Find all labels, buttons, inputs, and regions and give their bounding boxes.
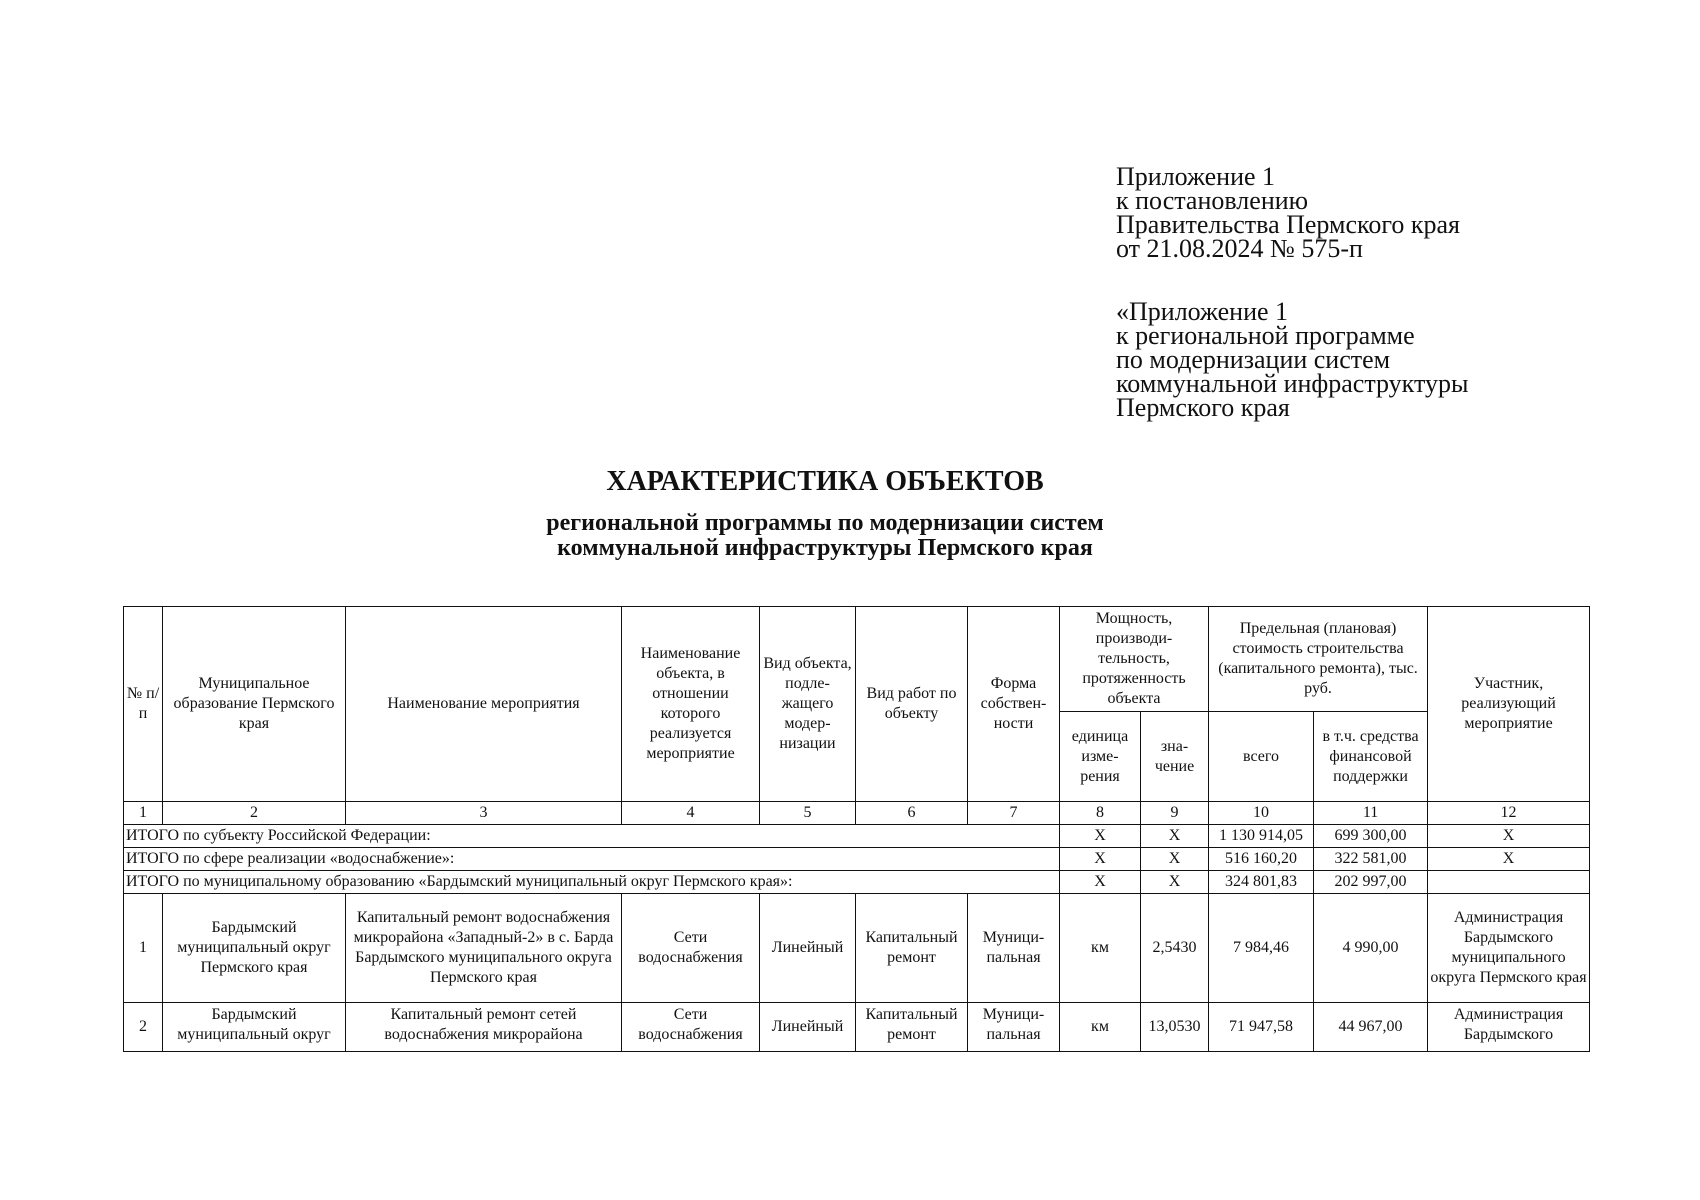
row-num: 2	[124, 1003, 163, 1052]
total-label: ИТОГО по муниципальному образованию «Бардымский муниципальный округ Пермского края»:	[124, 871, 1060, 894]
column-number: 12	[1428, 802, 1590, 825]
total-unit: Х	[1060, 825, 1141, 848]
annex-line: Приложение 1	[1116, 162, 1276, 191]
header-cost-support: в т.ч. средства финансовой поддержки	[1314, 712, 1428, 802]
total-row	[124, 871, 1590, 894]
annex-quote-line: Пермского края	[1116, 393, 1290, 422]
header-capacity-value: зна-чение	[1141, 712, 1209, 802]
header-capacity: Мощность, производи-тельность, протяженность объекта	[1060, 607, 1209, 712]
total-cost: 1 130 914,05	[1209, 825, 1314, 848]
total-participant: Х	[1428, 848, 1590, 871]
row-event: Капитальный ремонт сетей водоснабжения микрорайона	[346, 1003, 622, 1052]
total-value: Х	[1141, 871, 1209, 894]
header-cost: Предельная (плановая) стоимость строительства (капитального ремонта), тыс. руб.	[1209, 607, 1428, 712]
row-num: 1	[124, 894, 163, 1003]
document-title: ХАРАКТЕРИСТИКА ОБЪЕКТОВ	[606, 466, 1044, 497]
total-support: 322 581,00	[1314, 848, 1428, 871]
header-work-type: Вид работ по объекту	[856, 607, 968, 802]
column-number: 2	[163, 802, 346, 825]
row-ownership: Муници-пальная	[968, 1003, 1060, 1052]
total-row	[124, 825, 1590, 848]
row-object-type: Линейный	[760, 1003, 856, 1052]
total-value: Х	[1141, 848, 1209, 871]
row-cost-support: 44 967,00	[1314, 1003, 1428, 1052]
annex-line: от 21.08.2024 № 575-п	[1116, 234, 1363, 263]
table-row	[124, 894, 1590, 1003]
row-cost-total: 71 947,58	[1209, 1003, 1314, 1052]
column-number: 5	[760, 802, 856, 825]
total-label: ИТОГО по субъекту Российской Федерации:	[124, 825, 1060, 848]
header-capacity-unit: единица изме-рения	[1060, 712, 1141, 802]
total-unit: Х	[1060, 871, 1141, 894]
row-participant: Администрация Бардымского	[1428, 1003, 1590, 1052]
row-work-type: Капитальный ремонт	[856, 1003, 968, 1052]
total-participant	[1428, 871, 1590, 894]
header-ownership: Форма собствен-ности	[968, 607, 1060, 802]
header-object-name: Наименование объекта, в отношении которого реализуется мероприятие	[622, 607, 760, 802]
row-cost-support: 4 990,00	[1314, 894, 1428, 1003]
total-cost: 516 160,20	[1209, 848, 1314, 871]
row-unit: км	[1060, 894, 1141, 1003]
total-cost: 324 801,83	[1209, 871, 1314, 894]
row-ownership: Муници-пальная	[968, 894, 1060, 1003]
header-cost-total: всего	[1209, 712, 1314, 802]
subtitle-line: коммунальной инфраструктуры Пермского края	[557, 535, 1093, 561]
column-number: 6	[856, 802, 968, 825]
row-object-type: Линейный	[760, 894, 856, 1003]
annex-line: Правительства Пермского края	[1116, 210, 1460, 239]
document-heading	[380, 465, 1270, 561]
row-object-name: Сети водоснабжения	[622, 1003, 760, 1052]
document-subtitle	[380, 511, 1270, 561]
header-num: № п/п	[124, 607, 163, 802]
row-cost-total: 7 984,46	[1209, 894, 1314, 1003]
row-value: 13,0530	[1141, 1003, 1209, 1052]
column-number: 3	[346, 802, 622, 825]
column-number: 4	[622, 802, 760, 825]
total-label: ИТОГО по сфере реализации «водоснабжение»:	[124, 848, 1060, 871]
row-participant: Администрация Бардымского муниципального округа Пермского края	[1428, 894, 1590, 1003]
annex-quote-block	[1116, 297, 1676, 422]
header-municipality: Муниципальное образование Пермского края	[163, 607, 346, 802]
header-participant: Участник, реализующий мероприятие	[1428, 607, 1590, 802]
header-event: Наименование мероприятия	[346, 607, 622, 802]
total-value: Х	[1141, 825, 1209, 848]
row-object-name: Сети водоснабжения	[622, 894, 760, 1003]
annex-quote-line: к региональной программе	[1116, 321, 1415, 350]
total-support: 202 997,00	[1314, 871, 1428, 894]
row-municipality: Бардымский муниципальный округ	[163, 1003, 346, 1052]
column-number: 7	[968, 802, 1060, 825]
annex-quote-line: коммунальной инфраструктуры	[1116, 369, 1469, 398]
column-numbers-row	[124, 802, 1590, 825]
row-value: 2,5430	[1141, 894, 1209, 1003]
annex-line: к постановлению	[1116, 186, 1309, 215]
row-unit: км	[1060, 1003, 1141, 1052]
subtitle-line: региональной программы по модернизации систем	[546, 510, 1104, 536]
column-number: 8	[1060, 802, 1141, 825]
header-object-type: Вид объекта, подле-жащего модер-низации	[760, 607, 856, 802]
column-number: 9	[1141, 802, 1209, 825]
total-support: 699 300,00	[1314, 825, 1428, 848]
column-number: 1	[124, 802, 163, 825]
total-unit: Х	[1060, 848, 1141, 871]
total-participant: Х	[1428, 825, 1590, 848]
column-number: 11	[1314, 802, 1428, 825]
row-work-type: Капитальный ремонт	[856, 894, 968, 1003]
row-municipality: Бардымский муниципальный округ Пермского края	[163, 894, 346, 1003]
annex-quote-line: по модернизации систем	[1116, 345, 1391, 374]
table-row	[124, 1003, 1590, 1052]
objects-table	[123, 606, 1590, 1052]
annex-block	[1116, 162, 1676, 263]
annex-quote-line: «Приложение 1	[1116, 297, 1289, 326]
total-row	[124, 848, 1590, 871]
row-event: Капитальный ремонт водоснабжения микрорайона «Западный-2» в с. Барда Бардымского муниципального округа Пермского края	[346, 894, 622, 1003]
column-number: 10	[1209, 802, 1314, 825]
